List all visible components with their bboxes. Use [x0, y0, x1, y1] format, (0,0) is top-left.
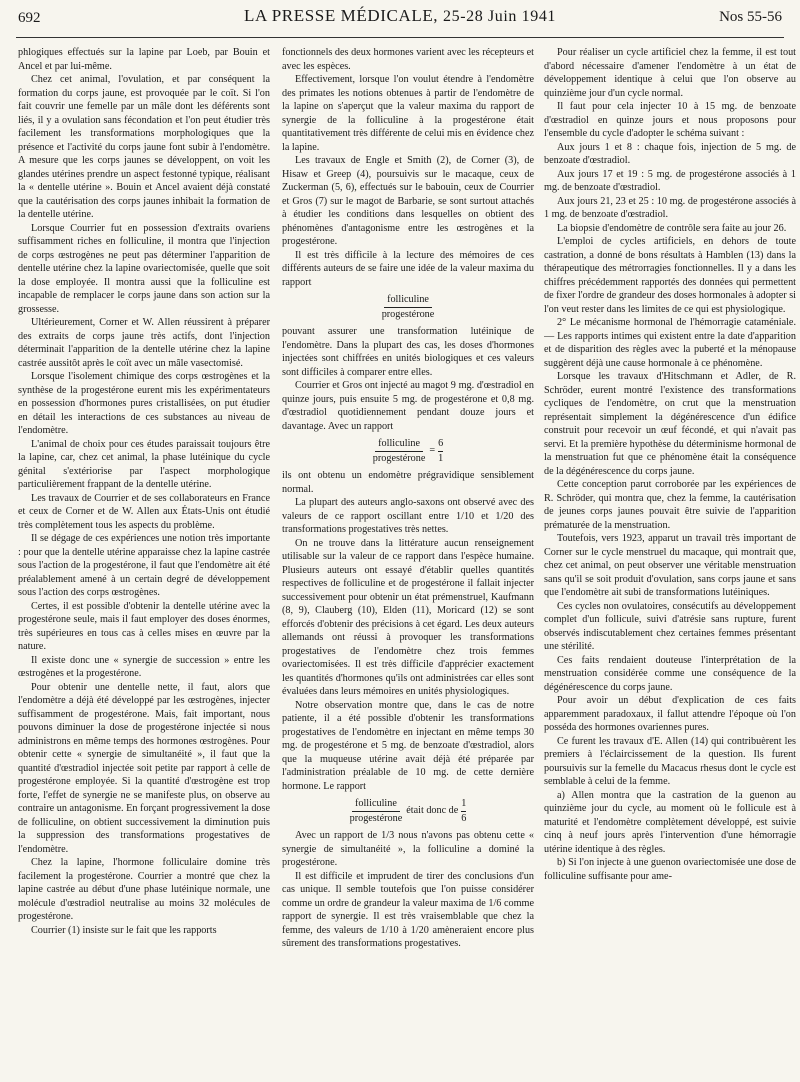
- paragraph: Chez la lapine, l'hormone folliculaire domine très facilement la progestérone. Courrier a montré que chez la lapine castrée au début d'une phase lutéinique normale, une molécule d'œstradiol neutralise au moins 32 molécules de progestérone.: [18, 857, 270, 922]
- ratio-formula: [282, 797, 534, 825]
- fraction-denominator: progestérone: [381, 308, 435, 320]
- fraction-numerator: folliculine: [375, 437, 423, 452]
- paragraph: Aux jours 17 et 19 : 5 mg. de progestérone associés à 1 mg. de benzoate d'œstradiol.: [544, 168, 796, 193]
- fraction-denominator: progestérone: [372, 452, 426, 464]
- paragraph: Effectivement, lorsque l'on voulut étendre à l'endomètre des primates les notions obtenues à partir de l'endomètre de la lapine on s'aperçut que la valeur maxima du rapport de synergie de la folliculine à la progestérone était quantitativement très différente de celui mis en évidence chez la lapine.: [282, 74, 534, 153]
- ratio-value-denominator: 6: [461, 812, 467, 824]
- issue-date: 25-28 Juin 1941: [443, 8, 557, 25]
- page-number: 692: [18, 10, 41, 26]
- paragraph: Les travaux de Courrier et de ses collaborateurs en France et ceux de Corner et de W. Allen aux États-Unis ont étudié très complètement tous les aspects du problème.: [18, 492, 270, 531]
- column-2: [282, 46, 534, 1076]
- paragraph: 2° Le mécanisme hormonal de l'hémorragie cataméniale. — Les rapports intimes qui existent entre la date d'apparition et de disparition des règles avec la puberté et la ménopause suggèrent déjà une cause hormonale à ce phénomène.: [544, 317, 796, 369]
- paragraph: Certes, il est possible d'obtenir la dentelle utérine avec la progestérone seule, mais il faut employer des doses énormes, très supérieures en tous cas à celles mises en œuvre par la nature.: [18, 600, 270, 652]
- column-3: [544, 46, 796, 1076]
- paragraph: La biopsie d'endomètre de contrôle sera faite au jour 26.: [557, 222, 787, 234]
- paragraph: a) Allen montra que la castration de la guenon au quinzième jour du cycle, au moment où le follicule est à maturité et l'endomètre complètement développé, est suivie cinq à neuf jours après l'intervention d'une hémorragie utérine identique à des règles.: [544, 789, 796, 855]
- ratio-value-denominator: 1: [438, 452, 444, 464]
- paragraph: Lorsque Courrier fut en possession d'extraits ovariens suffisamment riches en folliculine, il montra que l'injection de corps œstrogènes ne peut pas déterminer l'apparition de dentelle utérine chez la lapine ovariectomisée, quelle que soit la dose employée. Il montra aussi que la folliculine est incapable de remplacer le corps jaune dans son action sur la grossesse.: [18, 222, 270, 315]
- issue-number: Nos 55-56: [719, 9, 782, 25]
- paragraph: Chez cet animal, l'ovulation, et par conséquent la formation du corps jaune, est provoquée par le coït. Si l'on fait couvrir une femelle par un mâle dont les déférents sont liés, il y a ovulation sans fécondation et l'on peut étudier très facilement les transformations morphologiques que la présence et l'activité du corps jaune font subir à l'endomètre. A mesure que les corps jaunes se développent, on voit les glandes utérines prendre un aspect festonné typique, réalisant la « dentelle utérine ». Bouin et Ancel avaient déjà constaté que la cautérisation des corps jaunes inhibait la formation de la dentelle utérine.: [18, 74, 270, 220]
- paragraph: Toutefois, vers 1923, apparut un travail très important de Corner sur le cycle menstruel du macaque, qui montrait que, chez cet animal, on peut observer une véritable menstruation sans qu'il se soit produit d'ovulation, sans corps jaune et sans que l'endomètre ait subi de transformations lutéiniques.: [544, 533, 796, 598]
- paragraph: fonctionnels des deux hormones varient avec les récepteurs et avec les espèces.: [282, 47, 534, 72]
- article-body: [18, 46, 796, 1076]
- paragraph: Aux jours 1 et 8 : chaque fois, injection de 5 mg. de benzoate d'œstradiol.: [544, 141, 796, 166]
- paragraph: La plupart des auteurs anglo-saxons ont observé avec des valeurs de ce rapport oscillant entre 1/10 et 1/20 des transformations progestatives très nettes.: [282, 497, 534, 535]
- ratio-formula: [282, 437, 534, 465]
- paragraph: L'emploi de cycles artificiels, en dehors de toute castration, a donné de bons résultats à Hamblen (13) dans la thérapeutique des métrorragies fonctionnelles. Il y a dans les chiffres précédemment rapportés des données qui permettent de fixer l'ordre de grandeur des doses hormonales à adopter si l'on veut rester dans les limites de ce qui est physiologique.: [544, 236, 796, 315]
- paragraph: Ces cycles non ovulatoires, consécutifs au développement complet d'un follicule, suivi d'atrésie sans rupture, furent observés indiscutablement chez certaines femmes présentant une stérilité.: [544, 600, 796, 652]
- ratio-formula: [282, 293, 534, 321]
- paragraph: Ces faits rendaient douteuse l'interprétation de la menstruation considérée comme une conséquence de la dégénérescence du corps jaune.: [544, 654, 796, 693]
- paragraph: Aux jours 21, 23 et 25 : 10 mg. de progestérone associés à 1 mg. de benzoate d'œstradiol.: [544, 195, 796, 220]
- paragraph: Lorsque l'isolement chimique des corps œstrogènes et la synthèse de la progestérone eurent mis les expérimentateurs en possession d'hormones pures cristallisées, on put étudier en détail les interactions de ces substances au niveau de l'endomètre.: [18, 371, 270, 436]
- paragraph: Courrier (1) insiste sur le fait que les rapports: [31, 924, 217, 936]
- ratio-value-numerator: 6: [438, 437, 443, 452]
- equals-text: =: [429, 445, 436, 457]
- fraction-numerator: folliculine: [384, 293, 432, 308]
- paragraph: ils ont obtenu un endomètre prégravidique sensiblement normal.: [282, 470, 534, 495]
- paragraph: Cette conception parut corroborée par les expériences de R. Schröder, qui montra que, chez la femme, la cautérisation de jeunes corps jaunes pouvait être suivie de l'apparition prématurée de la menstruation.: [544, 479, 796, 531]
- paragraph: On ne trouve dans la littérature aucun renseignement utilisable sur la valeur de ce rapport dans l'espèce humaine. Plusieurs auteurs ont essayé d'établir quelles quantités respectives de folliculine et de progestérone il fallait injecter successivement pour obtenir un état prémenstruel, Kaufmann (8, 9), Clauberg (10), Elden (11), Moricard (12) se sont efforcés d'obtenir des précisions à cet égard. Les deux auteurs allemands ont réussi à provoquer les transformations progestatives de l'endomètre chez trois femmes ovariectomisées. Il est très difficile d'apprécier exactement les quantités d'hormones qu'ils ont administrées car elles sont évaluées dans leurs mémoires en unités physiologiques.: [282, 537, 534, 697]
- journal-name: LA PRESSE MÉDICALE,: [243, 6, 439, 25]
- paragraph: Avec un rapport de 1/3 nous n'avons pas obtenu cette « synergie de simultanéité », la folliculine a dominé la progestérone.: [282, 830, 534, 868]
- page-header: [18, 6, 782, 32]
- paragraph: Lorsque les travaux d'Hitschmann et Adler, de R. Schröder, eurent montré l'existence des transformations cycliques de l'endomètre, on crut que la menstruation représentait simplement la dégénérescence d'un édifice construit pour recevoir un œuf fécondé, et qui n'avait pas servi. Et la première hypothèse du déterminisme hormonal de la menstruation fut que ce phénomène était la conséquence de la dégénérescence du corps jaune.: [544, 371, 796, 477]
- paragraph: Les travaux de Engle et Smith (2), de Corner (3), de Hisaw et Greep (4), poursuivis sur le macaque, ceux de Zuckerman (5, 6), effectués sur le babouin, ceux de Courrier et Gros (7) sur le magot de Barbarie, se sont surtout attachés à étudier les conditions dans lesquelles on obtient des phénomènes d'antagonisme entre les œstrogènes et la progestérone.: [282, 155, 534, 247]
- paragraph: Pour avoir un début d'explication de ces faits apparemment paradoxaux, il fallut attendre l'époque où l'on posséda des hormones ovariennes pures.: [544, 695, 796, 733]
- paragraph: L'animal de choix pour ces études paraissait toujours être la lapine, car, chez cet animal, la phase lutéinique du cycle génital s'extériorise par l'aspect morphologique particulièrement frappant de la dentelle utérine.: [18, 438, 270, 490]
- paragraph: Il se dégage de ces expériences une notion très importante : pour que la dentelle utérine apparaisse chez la lapine castrée sous l'action de la progestérone, il faut que l'endomètre ait été préalablement amené à un certain degré de développement sous l'action des corps œstrogènes.: [18, 533, 270, 598]
- paragraph: Il est difficile et imprudent de tirer des conclusions d'un cas unique. Il semble toutefois que l'on puisse considérer comme un ordre de grandeur la valeur maxima de 1/6 comme rapport de synergie. Il est très vraisemblable que chez la femme, des valeurs de 1/10 à 1/20 amèneraient encore plus sûrement des transformations progestatives.: [282, 870, 534, 949]
- paragraph: Il existe donc une « synergie de succession » entre les œstrogènes et la progestérone.: [18, 654, 270, 679]
- paragraph: Il faut pour cela injecter 10 à 15 mg. de benzoate d'œstradiol en quinze jours et nous proposons pour l'ensemble du cycle d'adopter le schéma suivant :: [544, 101, 796, 139]
- paragraph: Ce furent les travaux d'E. Allen (14) qui contribuèrent les premiers à l'éclaircissement de la question. Ils furent poursuivis sur la femelle du Macacus rhesus dont le cycle est semblable à celui de la femme.: [544, 735, 796, 787]
- paragraph: Pour réaliser un cycle artificiel chez la femme, il est tout d'abord nécessaire d'amener l'endomètre à un état de développement identique à celui que l'on observe au quinzième jour d'un cycle normal.: [544, 47, 796, 99]
- paragraph: Notre observation montre que, dans le cas de notre patiente, il a été possible d'obtenir les transformations progestatives de l'endomètre en injectant en même temps 30 mg. de progestérone et 5 mg. de benzoate d'œstradiol, alors que la muqueuse utérine avait déjà été préparée par l'administration préalable de 10 mg. de cette dernière hormone. Le rapport: [282, 699, 534, 792]
- paragraph: Il est très difficile à la lecture des mémoires de ces différents auteurs de se faire une idée de la valeur maxima du rapport: [282, 249, 534, 288]
- header-rule: [16, 37, 784, 38]
- fraction-denominator: progestérone: [349, 812, 403, 824]
- paragraph: pouvant assurer une transformation lutéinique de l'endomètre. Dans la plupart des cas, les doses d'hormones injectées sont chiffrées en unités biologiques et ces valeurs sont difficiles à comparer entre elles.: [282, 326, 534, 378]
- journal-title: [18, 6, 782, 26]
- fraction-numerator: folliculine: [352, 797, 400, 812]
- ratio-value-numerator: 1: [461, 797, 466, 812]
- column-1: [18, 46, 270, 1076]
- paragraph: b) Si l'on injecte à une guenon ovariectomisée une dose de folliculine suffisante pour ame-: [544, 857, 796, 882]
- paragraph: Ultérieurement, Corner et W. Allen réussirent à préparer des extraits de corps jaune très actifs, dont l'injection déterminait l'apparition de la dentelle utérine chez la lapine castrée aussitôt après le coït avec un mâle vasectomisé.: [18, 317, 270, 369]
- equals-text: était donc de: [406, 805, 459, 817]
- paragraph: phlogiques effectués sur la lapine par Loeb, par Bouin et Ancel et par lui-même.: [18, 47, 270, 72]
- paragraph: Pour obtenir une dentelle nette, il faut, alors que l'endomètre a déjà été développé par les œstrogènes, injecter suffisamment de progestérone. Mais, fait important, nous pouvons diminuer la dose de progestérone injectée si nous administrons en même temps des hormones œstrogènes. Pour obtenir cette « synergie de simultanéité », il faut que la quantité d'œstradiol injectée soit petite par rapport à celle de progestérone employée. Si la quantité d'œstrogène est trop forte, l'effet de synergie ne se manifeste plus, on observe au contraire un antagonisme. En forçant progressivement la dose de folliculine, on obtient successivement la diminution puis la suppression des transformations progestatives de l'endomètre.: [18, 681, 270, 855]
- paragraph: Courrier et Gros ont injecté au magot 9 mg. d'œstradiol en quinze jours, puis ensuite 5 mg. de progestérone et 0,8 mg. d'œstradiol quotidiennement pendant douze jours et davantage. Avec un rapport: [282, 380, 534, 432]
